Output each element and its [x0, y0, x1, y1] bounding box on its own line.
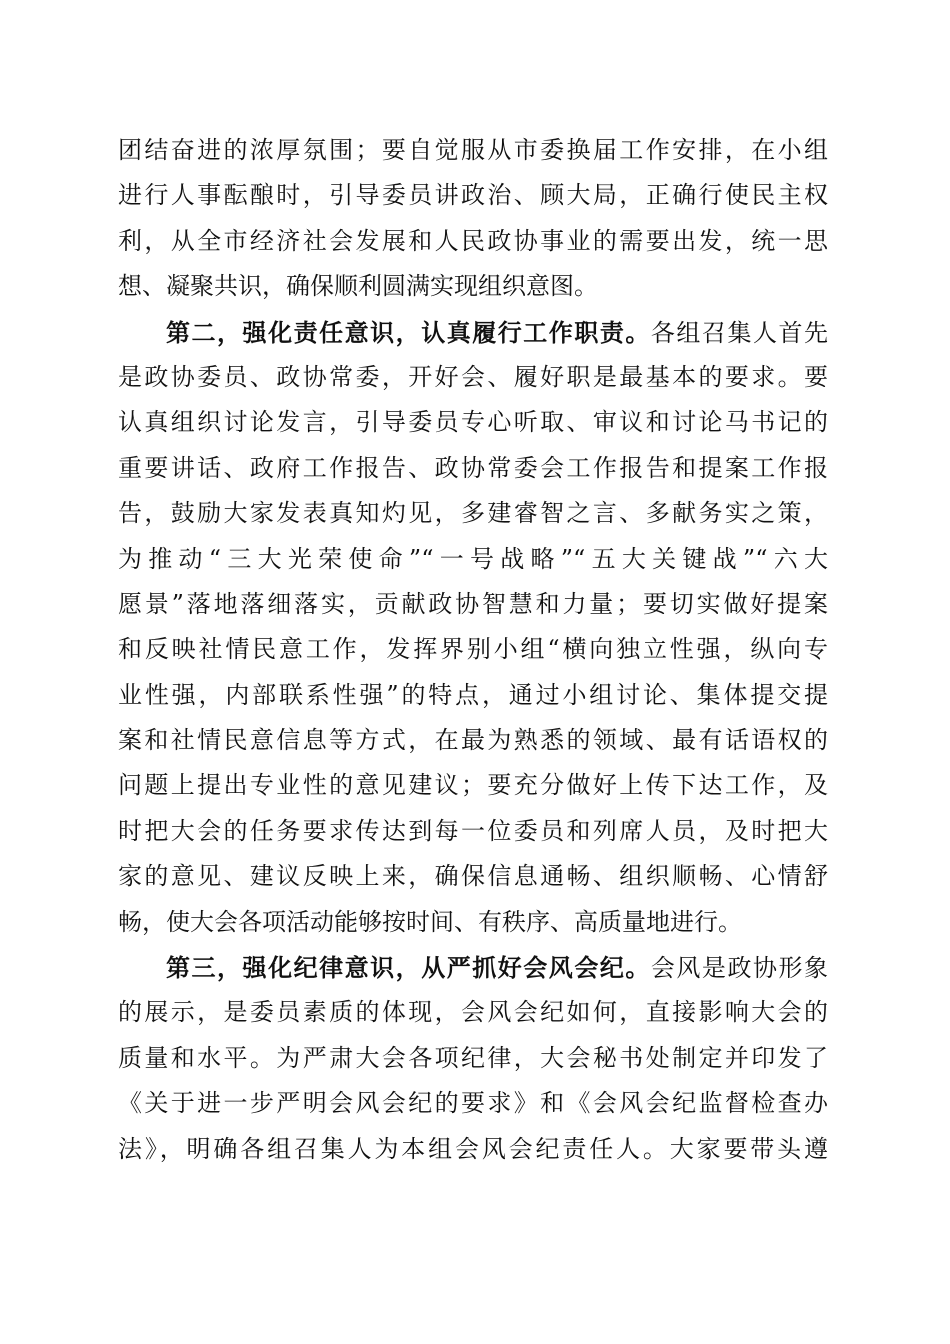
- paragraph-3-first-line-rest: 会风是政协形象: [650, 954, 829, 983]
- paragraph-2-first-line-rest: 各组召集人首先: [650, 318, 829, 347]
- paragraph-2-line-3: 认真组织讨论发言，引导委员专心听取、审议和讨论马书记的: [118, 408, 828, 437]
- paragraph-2-line-8: 和反映社情民意工作，发挥界别小组“横向独立性强，纵向专: [118, 635, 828, 664]
- paragraph-2-line-7: 愿景”落地落细落实，贡献政协智慧和力量；要切实做好提案: [118, 589, 828, 618]
- paragraph-1-line-4: 想、凝聚共识，确保顺利圆满实现组织意图。: [118, 272, 598, 301]
- paragraph-1-line-2: 进行人事酝酿时，引导委员讲政治、顾大局，正确行使民主权: [118, 181, 828, 210]
- paragraph-2-line-14: 畅，使大会各项活动能够按时间、有秩序、高质量地进行。: [118, 907, 742, 936]
- paragraph-2-line-12: 时把大会的任务要求传达到每一位委员和列席人员，及时把大: [118, 816, 828, 845]
- paragraph-2-line-2: 是政协委员、政协常委，开好会、履好职是最基本的要求。要: [118, 362, 828, 391]
- paragraph-2-line-1: [118, 310, 828, 355]
- paragraph-2-line-10: 案和社情民意信息等方式，在最为熟悉的领域、最有话语权的: [118, 726, 828, 755]
- paragraph-2-line-9: 业性强，内部联系性强”的特点，通过小组讨论、集体提交提: [118, 680, 828, 709]
- paragraph-3-lead: 第三，强化纪律意识，从严抓好会风会纪。: [166, 953, 651, 983]
- document-body: [118, 128, 828, 1172]
- paragraph-2: [118, 310, 828, 945]
- paragraph-3-line-5: 法》，明确各组召集人为本组会风会纪责任人。大家要带头遵: [118, 1134, 828, 1163]
- paragraph-2-line-11: 问题上提出专业性的意见建议；要充分做好上传下达工作，及: [118, 771, 828, 800]
- paragraph-2-line-4: 重要讲话、政府工作报告、政协常委会工作报告和提案工作报: [118, 453, 828, 482]
- paragraph-2-line-13: 家的意见、建议反映上来，确保信息通畅、组织顺畅、心情舒: [118, 862, 828, 891]
- paragraph-3-line-1: [118, 945, 828, 990]
- paragraph-2-line-6: 为推动“三大光荣使命”“一号战略”“五大关键战”“六大: [118, 544, 828, 573]
- paragraph-3-line-4: 《关于进一步严明会风会纪的要求》和《会风会纪监督检查办: [118, 1089, 828, 1118]
- paragraph-3: [118, 945, 828, 1172]
- paragraph-3-line-3: 质量和水平。为严肃大会各项纪律，大会秘书处制定并印发了: [118, 1043, 828, 1072]
- paragraph-2-line-5: 告，鼓励大家发表真知灼见，多建睿智之言、多献务实之策，: [118, 499, 828, 528]
- paragraph-1-line-1: 团结奋进的浓厚氛围；要自觉服从市委换届工作安排，在小组: [118, 136, 828, 164]
- paragraph-1: [118, 128, 828, 310]
- paragraph-3-line-2: 的展示，是委员素质的体现，会风会纪如何，直接影响大会的: [118, 998, 828, 1027]
- paragraph-2-lead: 第二，强化责任意识，认真履行工作职责。: [166, 317, 651, 347]
- paragraph-1-line-3: 利，从全市经济社会发展和人民政协事业的需要出发，统一思: [118, 226, 828, 255]
